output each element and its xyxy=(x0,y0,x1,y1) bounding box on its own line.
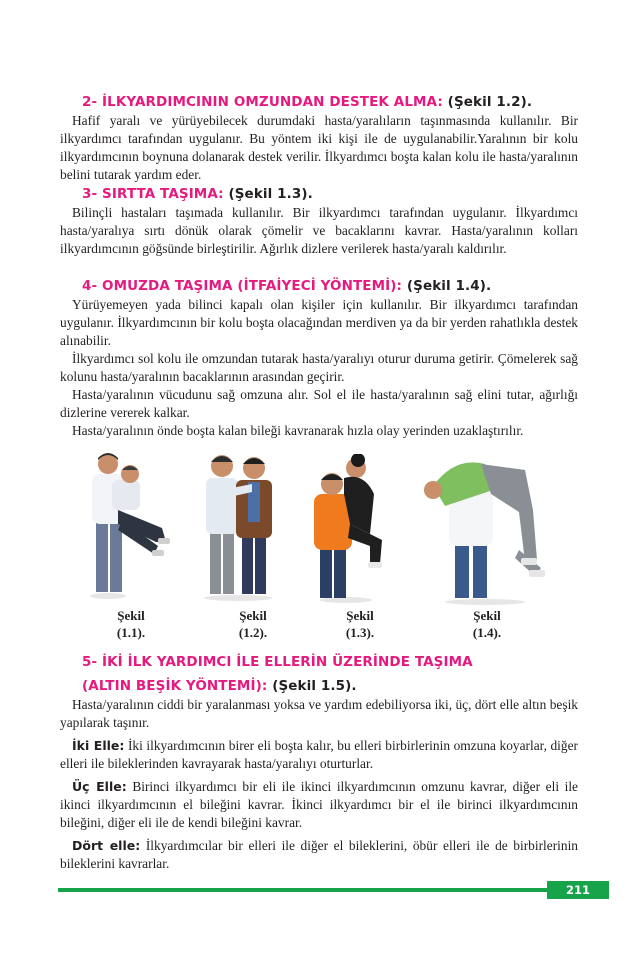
section-4-paragraph: Yürüyemeyen yada bilinci kapalı olan kişiler için kullanılır. Bir ilkyardımcı tarafından uygulanır. İlkyardımcının bir kolu boşta olacağından merdiven ya da bir yerden rahatlıkla destek alınabilir. xyxy=(60,297,578,348)
footer-rule xyxy=(58,888,554,892)
section-4-paragraph: İlkyardımcı sol kolu ile omzundan tutarak hasta/yaralıyı oturur duruma getirir. Çömelerek sağ kolunu hasta/yaralının bacaklarının arasından geçirir. xyxy=(60,351,578,384)
figure-1-4-illustration xyxy=(415,450,555,606)
figure-1-2-illustration xyxy=(196,448,280,602)
section-5-intro: Hasta/yaralının ciddi bir yaralanması yoksa ve yardım edebiliyorsa iki, üç, dört elle altın beşik yapılarak taşınır. xyxy=(60,697,578,730)
figure-caption: Şekil (1.1). xyxy=(116,608,146,640)
page-number: 211 xyxy=(547,881,609,899)
section-2 xyxy=(60,92,578,184)
figure-caption: Şekil (1.3). xyxy=(345,608,375,640)
section-2-text: Hafif yaralı ve yürüyebilecek durumdaki hasta/yaralıların taşınmasında kullanılır. Bir ilkyardımcı tarafından uygulanır. Bu yöntem iki kişi ile de uygulanabilir.Yaralının bir kolu ilkyardımcının boynuna dolanarak destek verilir. İlkyardımcı boşta kalan kolu ile hasta/yaralının belini tutarak yardım eder. xyxy=(60,113,578,182)
section-4-paragraph: Hasta/yaralının önde boşta kalan bileği kavranarak hızla olay yerinden uzaklaştırılır. xyxy=(72,423,524,438)
dort-elle-paragraph: Dört elle: İlkyardımcılar bir elleri ile diğer el bileklerini, öbür elleri ile de birbirlerinin bileklerini kavrarlar. xyxy=(60,838,578,871)
section-3-text: Bilinçli hastaları taşımada kullanılır. Bir ilkyardımcı tarafından uygulanır. İlkyardımcı hasta/yaralıya sırtı dönük olarak çömelir ve bacaklarını kavrar. Hasta/yaralının kolları ilkyardımcının göğsünde birleştirilir. Ağırlık dizlere verilerek hasta/yaralı kaldırılır. xyxy=(60,205,578,256)
figure-caption: Şekil (1.4). xyxy=(472,608,502,640)
figure-1-1-illustration xyxy=(78,450,174,600)
section-5 xyxy=(60,652,579,873)
section-2-heading: 2- İLKYARDIMCININ OMZUNDAN DESTEK ALMA: (Şekil 1.2). xyxy=(82,94,533,110)
figure-1-3-illustration xyxy=(304,454,388,604)
uc-elle-paragraph: Üç Elle: Birinci ilkyardımcı bir eli ile ikinci ilkyardımcının omzunu kavrar, diğer eli ile ikinci ilkyardımcının el bileğini kavrar. İkinci ilkyardımcı bir el ile birinci ilkyardımcının bileğini, diğer eli ile de kendi bileğini kavrar. xyxy=(60,779,579,830)
figure-caption: Şekil (1.2). xyxy=(238,608,268,640)
section-4-heading: 4- OMUZDA TAŞIMA (İTFAİYECİ YÖNTEMİ): (Şekil 1.4). xyxy=(82,278,492,294)
section-3-heading: 3- SIRTTA TAŞIMA: (Şekil 1.3). xyxy=(82,186,313,202)
section-4-paragraph: Hasta/yaralının vücudunu sağ omzuna alır. Sol el ile hasta/yaralının sağ elini tutar, ağırlığı dizlerine vererek kalkar. xyxy=(60,387,578,420)
section-5-subheading: (ALTIN BEŞİK YÖNTEMİ): (Şekil 1.5). xyxy=(82,678,357,694)
section-5-heading: 5- İKİ İLK YARDIMCI İLE ELLERİN ÜZERİNDE TAŞIMA xyxy=(82,654,473,670)
iki-elle-paragraph: İki Elle: İki ilkyardımcının birer eli boşta kalır, bu elleri birbirlerinin omzuna koyarlar, diğer elleri ile bileklerinden kavrayarak hasta/yaralıyı oturturlar. xyxy=(60,738,579,771)
section-4 xyxy=(60,276,578,440)
section-3 xyxy=(60,184,578,258)
